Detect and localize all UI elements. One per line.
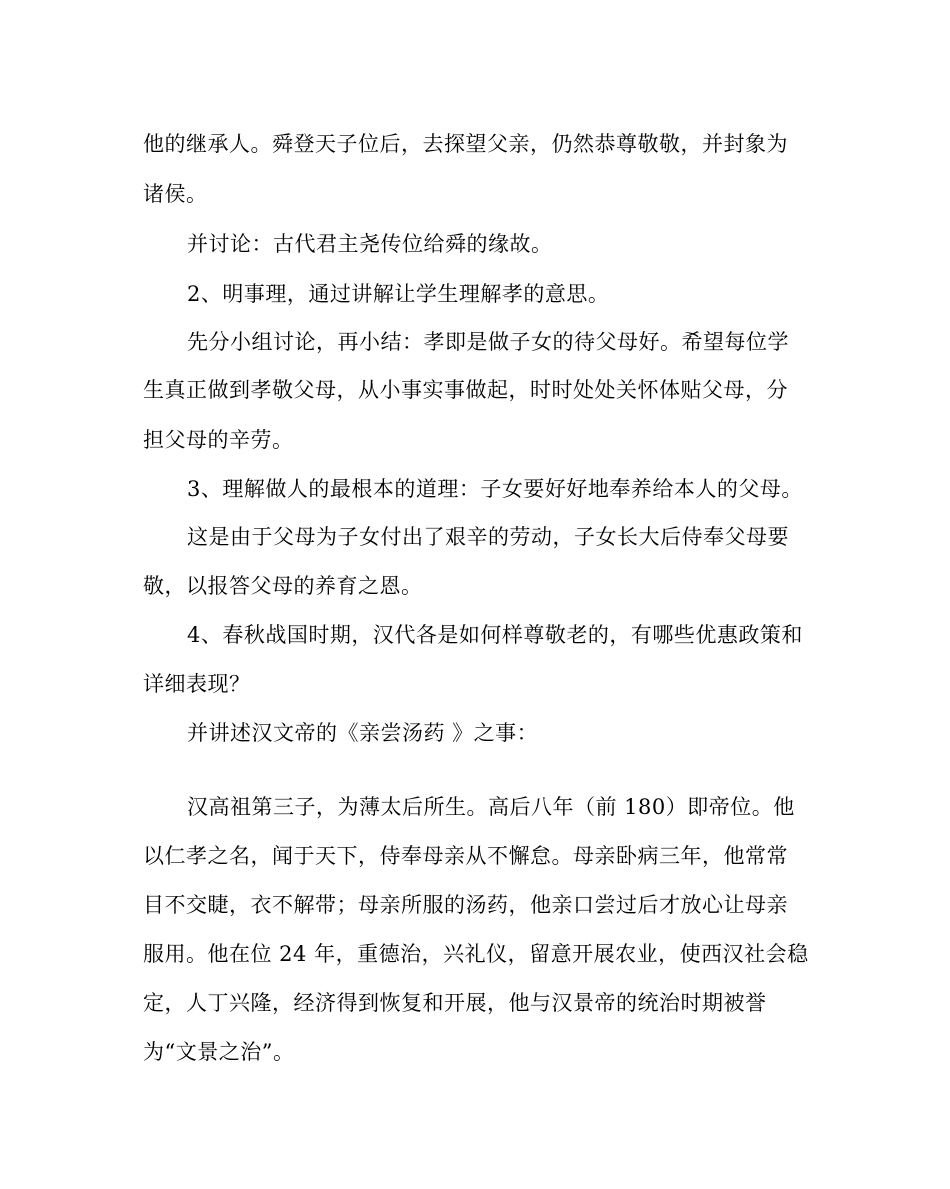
text-line: 2、明事理，通过讲解让学生理解孝的意思。 bbox=[187, 282, 610, 306]
text-line: 先分小组讨论，再小结：孝即是做子女的待父母好。希望每位学 bbox=[187, 330, 789, 354]
text-line: 目不交睫，衣不解带；母亲所服的汤药，他亲口尝过后才放心让母亲 bbox=[143, 893, 788, 917]
text-line: 诸侯。 bbox=[143, 182, 208, 206]
text-line: 4、春秋战国时期，汉代各是如何样尊敬老的，有哪些优惠政策和 bbox=[187, 623, 803, 647]
text-line: 生真正做到孝敬父母，从小事实事做起，时时处处关怀体贴父母，分 bbox=[143, 378, 788, 402]
text-line: 这是由于父母为子女付出了艰辛的劳动，子女长大后侍奉父母要 bbox=[187, 525, 789, 549]
text-line: 他的继承人。舜登天子位后，去探望父亲，仍然恭尊敬敬，并封象为 bbox=[143, 132, 788, 156]
text-line: 担父母的辛劳。 bbox=[143, 428, 294, 452]
text-line: 并讨论：古代君主尧传位给舜的缘故。 bbox=[187, 232, 553, 256]
text-line: 定，人丁兴隆，经济得到恢复和开展，他与汉景帝的统治时期被誉 bbox=[143, 991, 767, 1015]
text-line: 敬，以报答父母的养育之恩。 bbox=[143, 574, 423, 598]
text-line: 详细表现？ bbox=[143, 672, 251, 696]
text-line: 以仁孝之名，闻于天下，侍奉母亲从不懈怠。母亲卧病三年，他常常 bbox=[143, 844, 788, 868]
text-line: 为“文景之治”。 bbox=[143, 1040, 295, 1064]
text-line: 汉高祖第三子，为薄太后所生。高后八年（前 180）即帝位。他 bbox=[187, 795, 795, 819]
text-line: 服用。他在位 24 年，重德治，兴礼仪，留意开展农业，使西汉社会稳 bbox=[143, 942, 809, 966]
text-line: 3、理解做人的最根本的道理：子女要好好地奉养给本人的父母。 bbox=[187, 477, 803, 501]
text-line: 并讲述汉文帝的《亲尝汤药 》之事： bbox=[187, 721, 539, 745]
